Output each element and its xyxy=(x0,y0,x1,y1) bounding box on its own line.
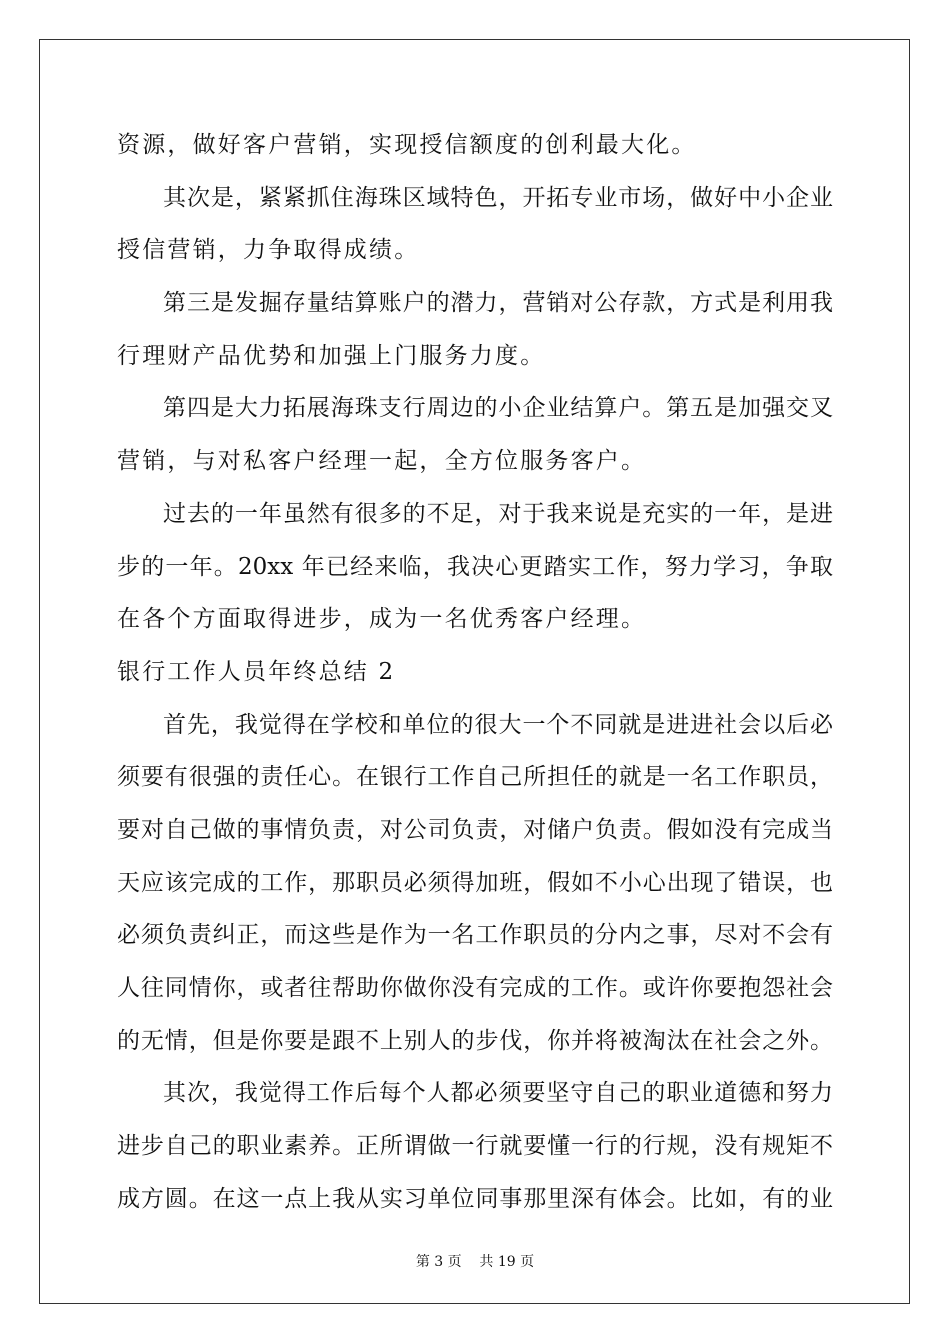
document-body xyxy=(117,125,833,1231)
text-line: 天应该完成的工作，那职员必须得加班，假如不小心出现了错误，也 xyxy=(117,869,833,896)
text-line: 步的一年。20xx 年已经来临，我决心更踏实工作，努力学习，争取 xyxy=(117,553,833,580)
text-line: 营销，与对私客户经理一起，全方位服务客户。 xyxy=(117,448,647,475)
page-footer xyxy=(0,1251,950,1271)
text-line: 第三是发掘存量结算账户的潜力，营销对公存款，方式是利用我 xyxy=(163,290,833,317)
text-line: 人往同情你，或者往帮助你做你没有完成的工作。或许你要抱怨社会 xyxy=(117,975,833,1001)
text-line: 其次是，紧紧抓住海珠区域特色，开拓专业市场，做好中小企业 xyxy=(163,184,833,211)
text-line: 其次，我觉得工作后每个人都必须要坚守自己的职业道德和努力 xyxy=(163,1080,833,1107)
page-number: 第 3 页 共 19 页 xyxy=(415,1254,535,1270)
text-line: 资源，做好客户营销，实现授信额度的创利最大化。 xyxy=(117,132,697,158)
text-line: 必须负责纠正，而这些是作为一名工作职员的分内之事，尽对不会有 xyxy=(117,922,833,949)
text-line: 要对自己做的事情负责，对公司负责，对储户负责。假如没有完成当 xyxy=(117,816,833,843)
text-line: 授信营销，力争取得成绩。 xyxy=(117,237,420,264)
text-line: 须要有很强的责任心。在银行工作自己所担任的就是一名工作职员， xyxy=(117,764,833,791)
text-line: 进步自己的职业素养。正所谓做一行就要懂一行的行规，没有规矩不 xyxy=(117,1133,833,1160)
text-line: 第四是大力拓展海珠支行周边的小企业结算户。第五是加强交叉 xyxy=(163,395,833,422)
text-line: 首先，我觉得在学校和单位的很大一个不同就是进进社会以后必 xyxy=(163,711,833,738)
text-line: 行理财产品优势和加强上门服务力度。 xyxy=(117,342,546,369)
text-line: 成方圆。在这一点上我从实习单位同事那里深有体会。比如，有的业 xyxy=(117,1185,833,1212)
text-line: 的无情，但是你要是跟不上别人的步伐，你并将被淘汰在社会之外。 xyxy=(117,1027,833,1054)
text-line: 银行工作人员年终总结 2 xyxy=(117,658,396,685)
text-line: 过去的一年虽然有很多的不足，对于我来说是充实的一年，是进 xyxy=(163,500,833,527)
text-line: 在各个方面取得进步，成为一名优秀客户经理。 xyxy=(117,606,647,633)
